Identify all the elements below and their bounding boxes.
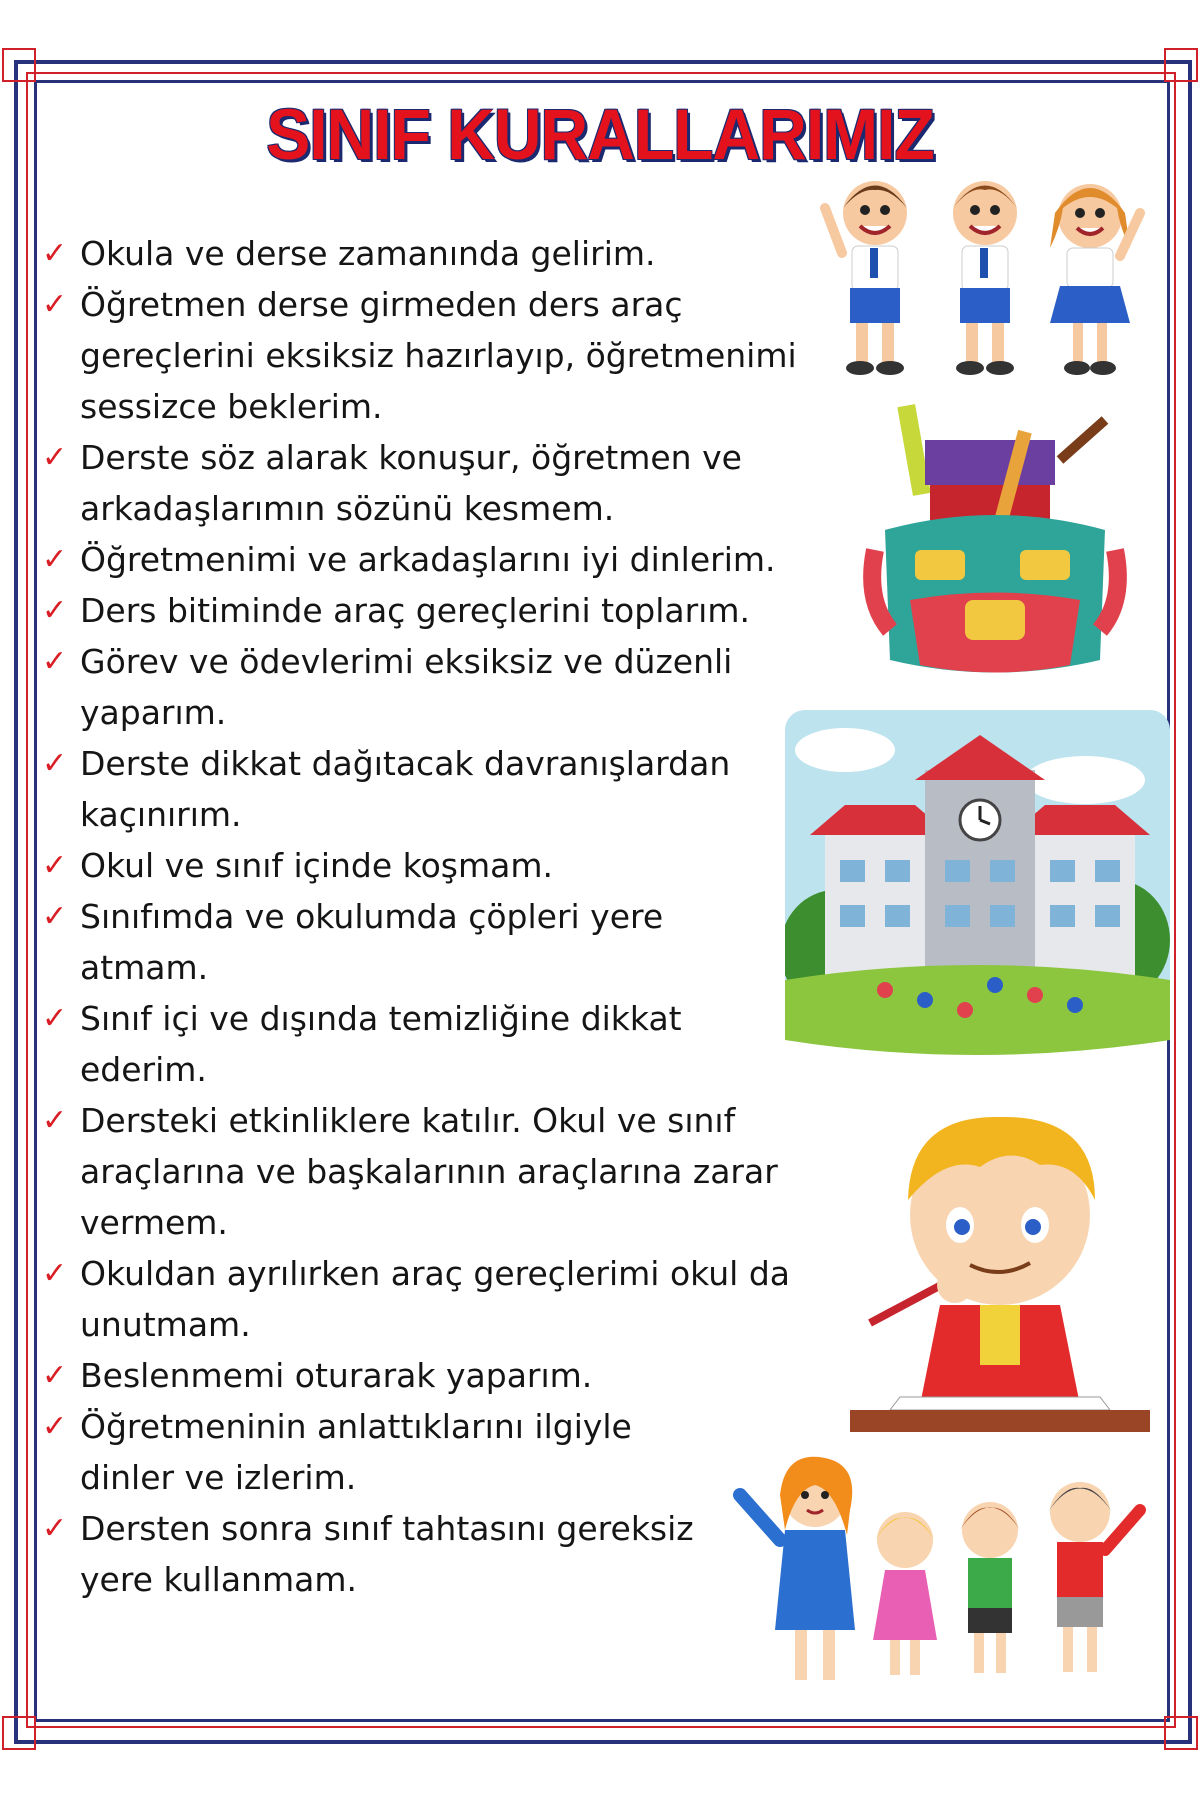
check-icon: ✓ <box>42 1358 68 1393</box>
rule-item <box>42 1401 832 1503</box>
check-icon: ✓ <box>42 1256 68 1291</box>
rule-item <box>42 228 832 279</box>
check-icon: ✓ <box>42 899 68 934</box>
school-building-illustration <box>785 710 1170 1085</box>
check-icon: ✓ <box>42 848 68 883</box>
rule-item <box>42 1350 832 1401</box>
rule-text: Beslenmemi oturarak yaparım. <box>80 1356 593 1395</box>
rule-text: Derste dikkat dağıtacak davranışlardan kaçınırım. <box>80 744 731 834</box>
check-icon: ✓ <box>42 236 68 271</box>
rule-text: Sınıf içi ve dışında temizliğine dikkat ederim. <box>80 999 682 1089</box>
corner-ornament <box>2 1716 36 1750</box>
rule-item <box>42 1248 832 1350</box>
corner-ornament <box>1164 48 1198 82</box>
teacher-and-kids-illustration <box>725 1450 1165 1695</box>
check-icon: ✓ <box>42 1001 68 1036</box>
check-icon: ✓ <box>42 644 68 679</box>
check-icon: ✓ <box>42 1103 68 1138</box>
rule-text: Okul ve sınıf içinde koşmam. <box>80 846 553 885</box>
rule-text: Dersten sonra sınıf tahtasını gereksiz yere kullanmam. <box>80 1509 694 1599</box>
corner-ornament <box>2 48 36 82</box>
check-icon: ✓ <box>42 593 68 628</box>
rule-text: Ders bitiminde araç gereçlerini toplarım. <box>80 591 750 630</box>
check-icon: ✓ <box>42 1511 68 1546</box>
rule-item <box>42 738 832 840</box>
rule-text: Sınıfımda ve okulumda çöpleri yere atmam. <box>80 897 664 987</box>
rule-text: Derste söz alarak konuşur, öğretmen ve arkadaşlarımın sözünü kesmem. <box>80 438 742 528</box>
page-title: SINIF KURALLARIMIZ <box>266 94 934 174</box>
check-icon: ✓ <box>42 746 68 781</box>
three-students-illustration <box>820 168 1150 388</box>
rule-item <box>42 279 832 432</box>
check-icon: ✓ <box>42 1409 68 1444</box>
rule-text: Okuldan ayrılırken araç gereçlerimi okul da unutmam. <box>80 1254 790 1344</box>
rule-item <box>42 432 832 534</box>
rule-text: Öğretmen derse girmeden ders araç gereçlerini eksiksiz hazırlayıp, öğretmenimi sessizce beklerim. <box>80 285 797 426</box>
check-icon: ✓ <box>42 542 68 577</box>
rule-item <box>42 1095 832 1248</box>
rule-item <box>42 585 832 636</box>
rule-item <box>42 636 832 738</box>
rule-item <box>42 534 832 585</box>
rule-text: Dersteki etkinliklere katılır. Okul ve sınıf araçlarına ve başkalarının araçlarına zarar vermem. <box>80 1101 778 1242</box>
check-icon: ✓ <box>42 440 68 475</box>
rule-item <box>42 1503 832 1605</box>
rules-list <box>42 228 832 1605</box>
rule-text: Öğretmenimi ve arkadaşlarını iyi dinlerim. <box>80 540 776 579</box>
rule-item <box>42 891 832 993</box>
rule-item <box>42 993 832 1095</box>
rule-text: Görev ve ödevlerimi eksiksiz ve düzenli yaparım. <box>80 642 733 732</box>
school-backpack-illustration <box>855 400 1135 700</box>
rule-item <box>42 840 832 891</box>
rule-text: Öğretmeninin anlattıklarını ilgiyle dinler ve izlerim. <box>80 1407 632 1497</box>
check-icon: ✓ <box>42 287 68 322</box>
corner-ornament <box>1164 1716 1198 1750</box>
rule-text: Okula ve derse zamanında gelirim. <box>80 234 656 273</box>
boy-thinking-illustration <box>850 1105 1150 1435</box>
